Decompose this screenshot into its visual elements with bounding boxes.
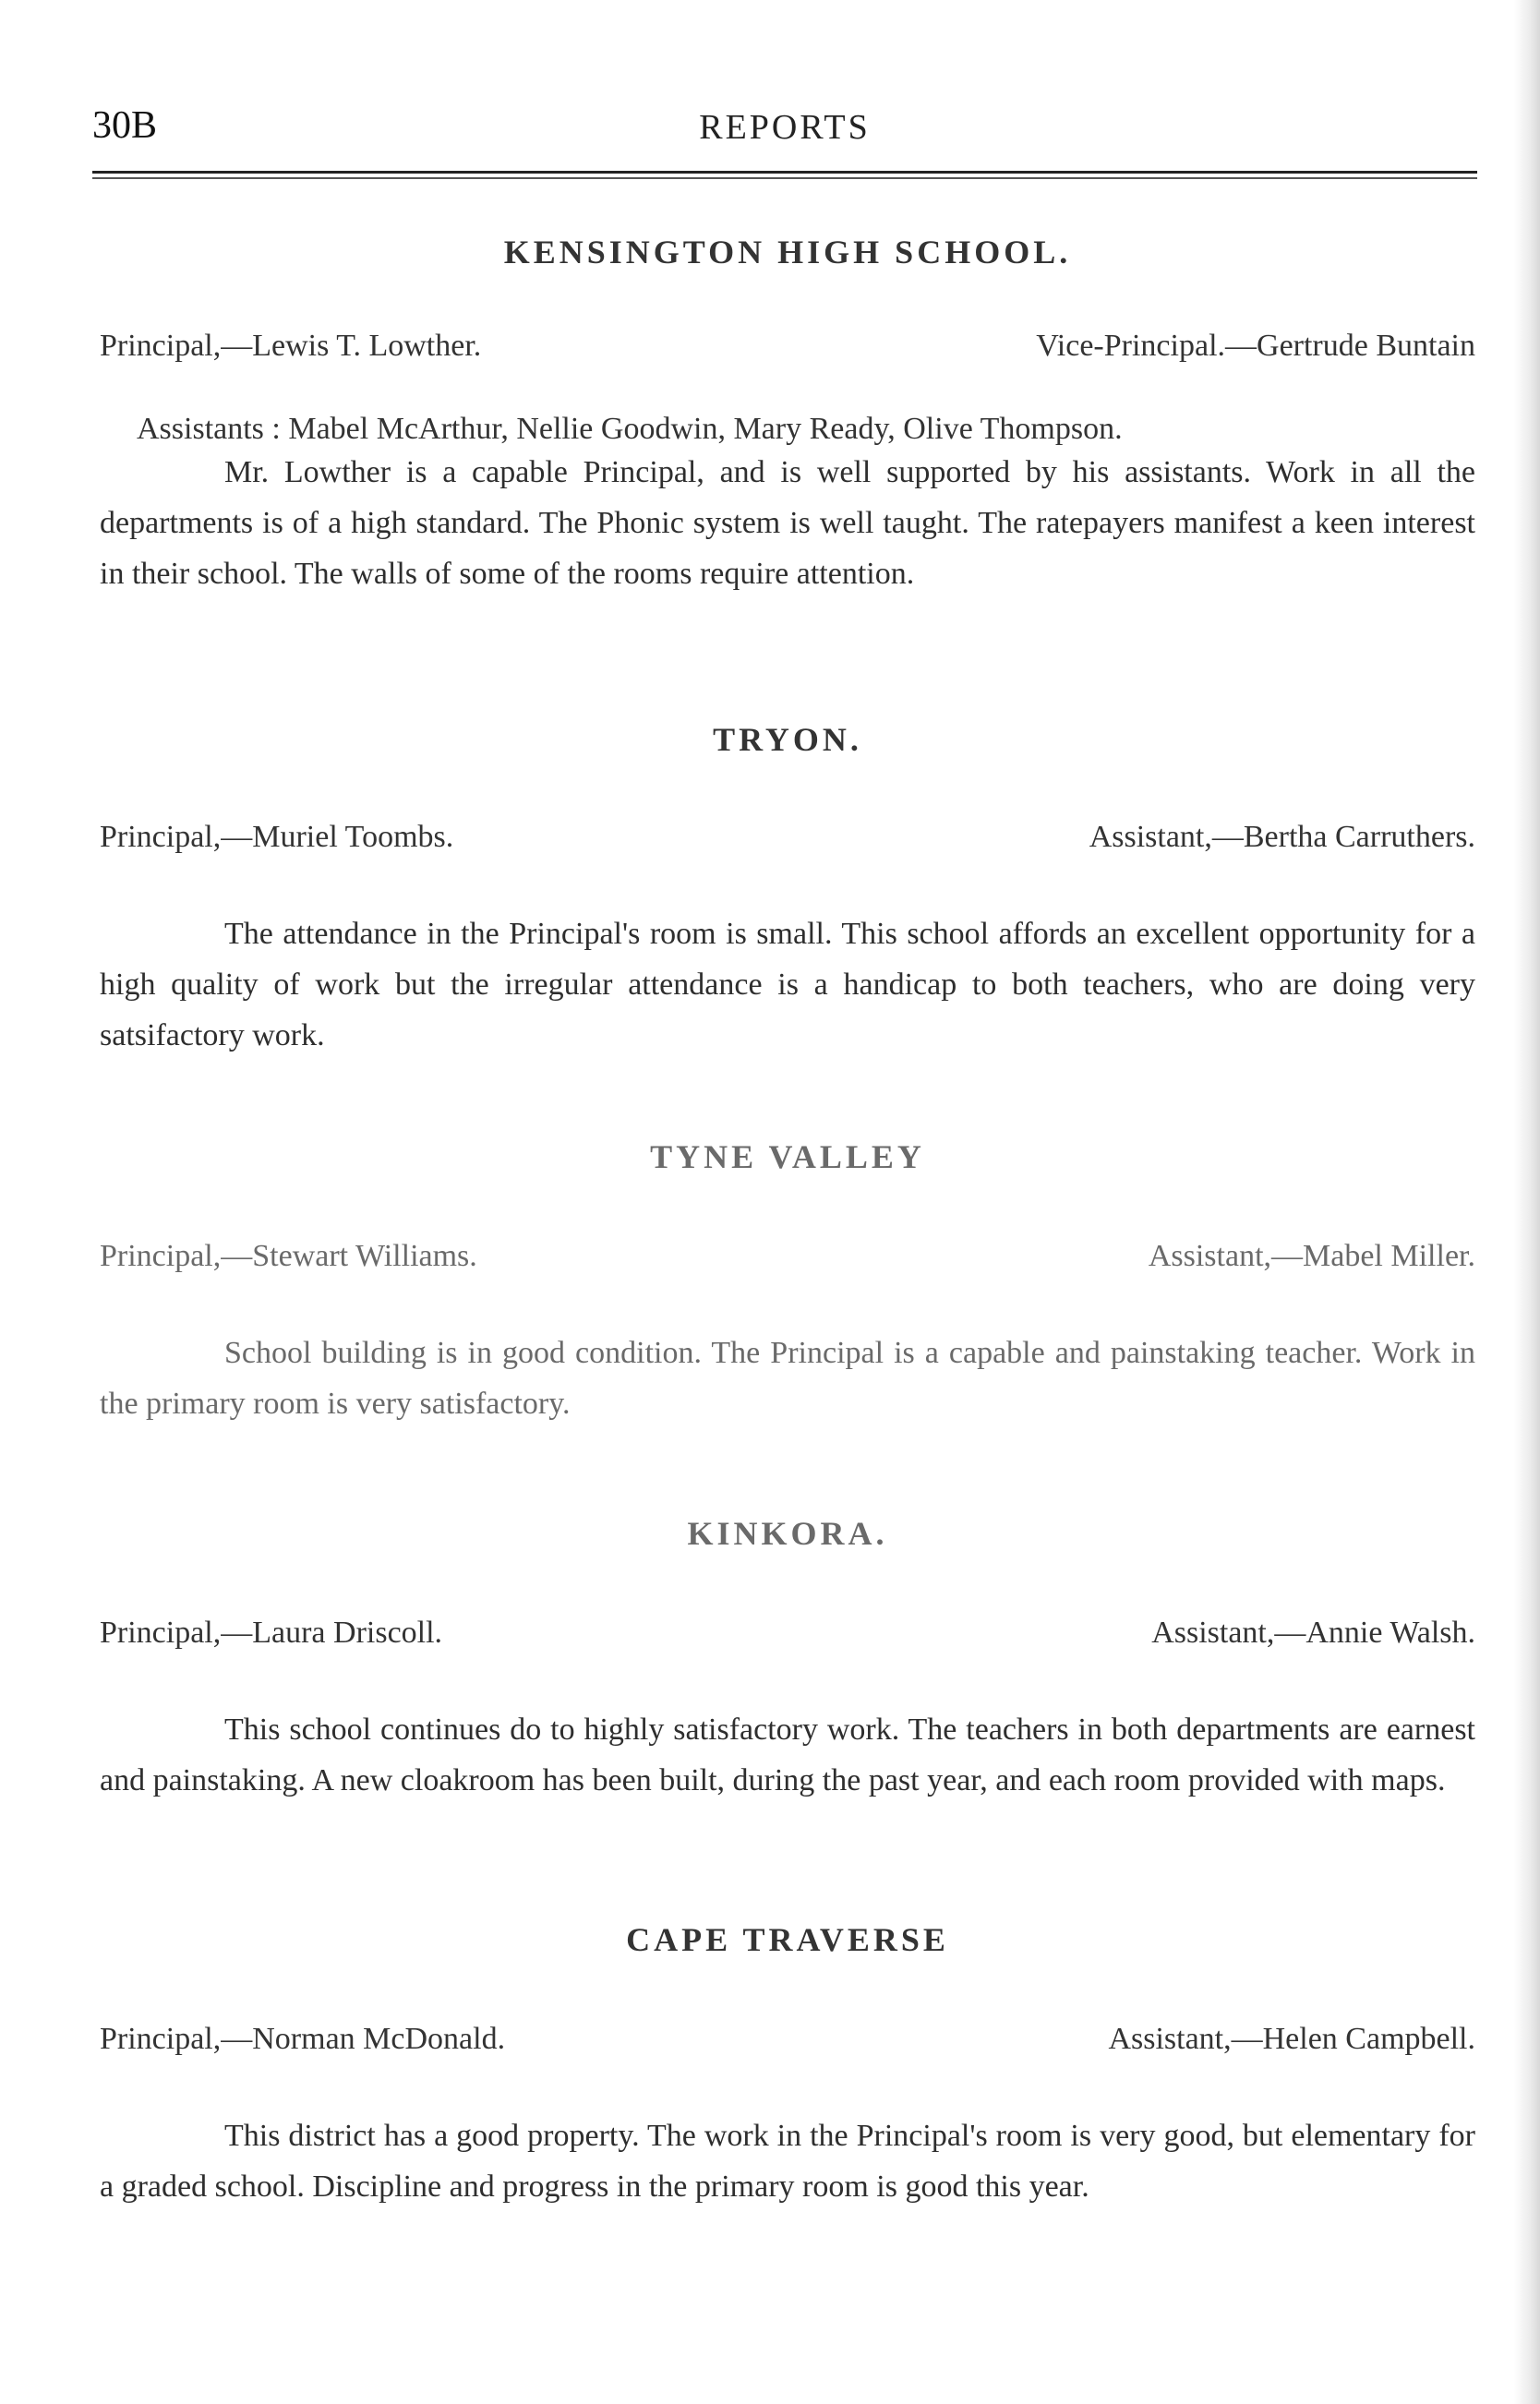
assistants-list: Assistants : Mabel McArthur, Nellie Goodwin, Mary Ready, Olive Thompson. (137, 412, 1123, 446)
section-tyne-valley (100, 1137, 1475, 1429)
section-body: The attendance in the Principal's room is small. This school affords an excellent opportunity for a high quality of work but the irregular attendance is a handicap to both teachers, who are doing very satsifactory work. (100, 917, 1475, 1052)
staff-line (100, 1616, 1475, 1660)
header-rule-thin (92, 177, 1477, 179)
principal-name: Principal,—Muriel Toombs. (100, 820, 454, 854)
section-body: Mr. Lowther is a capable Principal, and is well supported by his assistants. Work in all the departments is of a high standard. The Phonic system is well taught. The ratepayers manifest a keen interest in their school. The walls of some of the rooms require attention. (100, 455, 1475, 591)
section-body: School building is in good condition. The Principal is a capable and painstaking teacher. Work in the primary room is very satisfactory. (100, 1336, 1475, 1421)
staff-line (100, 820, 1475, 864)
section-heading: KINKORA. (687, 1515, 888, 1552)
page-header (92, 103, 1477, 159)
principal-name: Principal,—Laura Driscoll. (100, 1616, 443, 1650)
section-heading: TRYON. (713, 721, 862, 758)
running-title: REPORTS (699, 108, 871, 147)
section-kensington (100, 233, 1475, 599)
section-body: This school continues do to highly satisfactory work. The teachers in both departments are earnest and painstaking. A new cloakroom has been built, during the past year, and each room provided with maps. (100, 1713, 1475, 1797)
assistant-name: Assistant,—Bertha Carruthers. (1089, 820, 1475, 854)
section-cape-traverse (100, 1920, 1475, 2212)
principal-name: Principal,—Norman McDonald. (100, 2022, 506, 2056)
principal-name: Principal,—Stewart Williams. (100, 1239, 477, 1273)
page-edge-shadow (1514, 0, 1540, 2404)
assistant-name: Assistant,—Helen Campbell. (1108, 2022, 1475, 2056)
staff-line (100, 329, 1475, 373)
header-rule (92, 171, 1477, 174)
section-heading: KENSINGTON HIGH SCHOOL. (503, 234, 1072, 270)
assistant-name: Assistant,—Mabel Miller. (1148, 1239, 1475, 1273)
assistant-name: Assistant,—Annie Walsh. (1151, 1616, 1475, 1650)
section-body: This district has a good property. The work in the Principal's room is very good, but elementary for a graded school. Discipline and progress in the primary room is good this year. (100, 2119, 1475, 2204)
section-tryon (100, 720, 1475, 1061)
vice-principal-name: Vice-Principal.—Gertrude Buntain (1036, 329, 1475, 363)
section-kinkora (100, 1514, 1475, 1806)
page-number: 30B (92, 104, 158, 147)
principal-name: Principal,—Lewis T. Lowther. (100, 329, 482, 363)
staff-line (100, 2022, 1475, 2066)
section-heading: TYNE VALLEY (650, 1138, 925, 1175)
section-heading: CAPE TRAVERSE (626, 1921, 949, 1958)
staff-line (100, 1239, 1475, 1283)
